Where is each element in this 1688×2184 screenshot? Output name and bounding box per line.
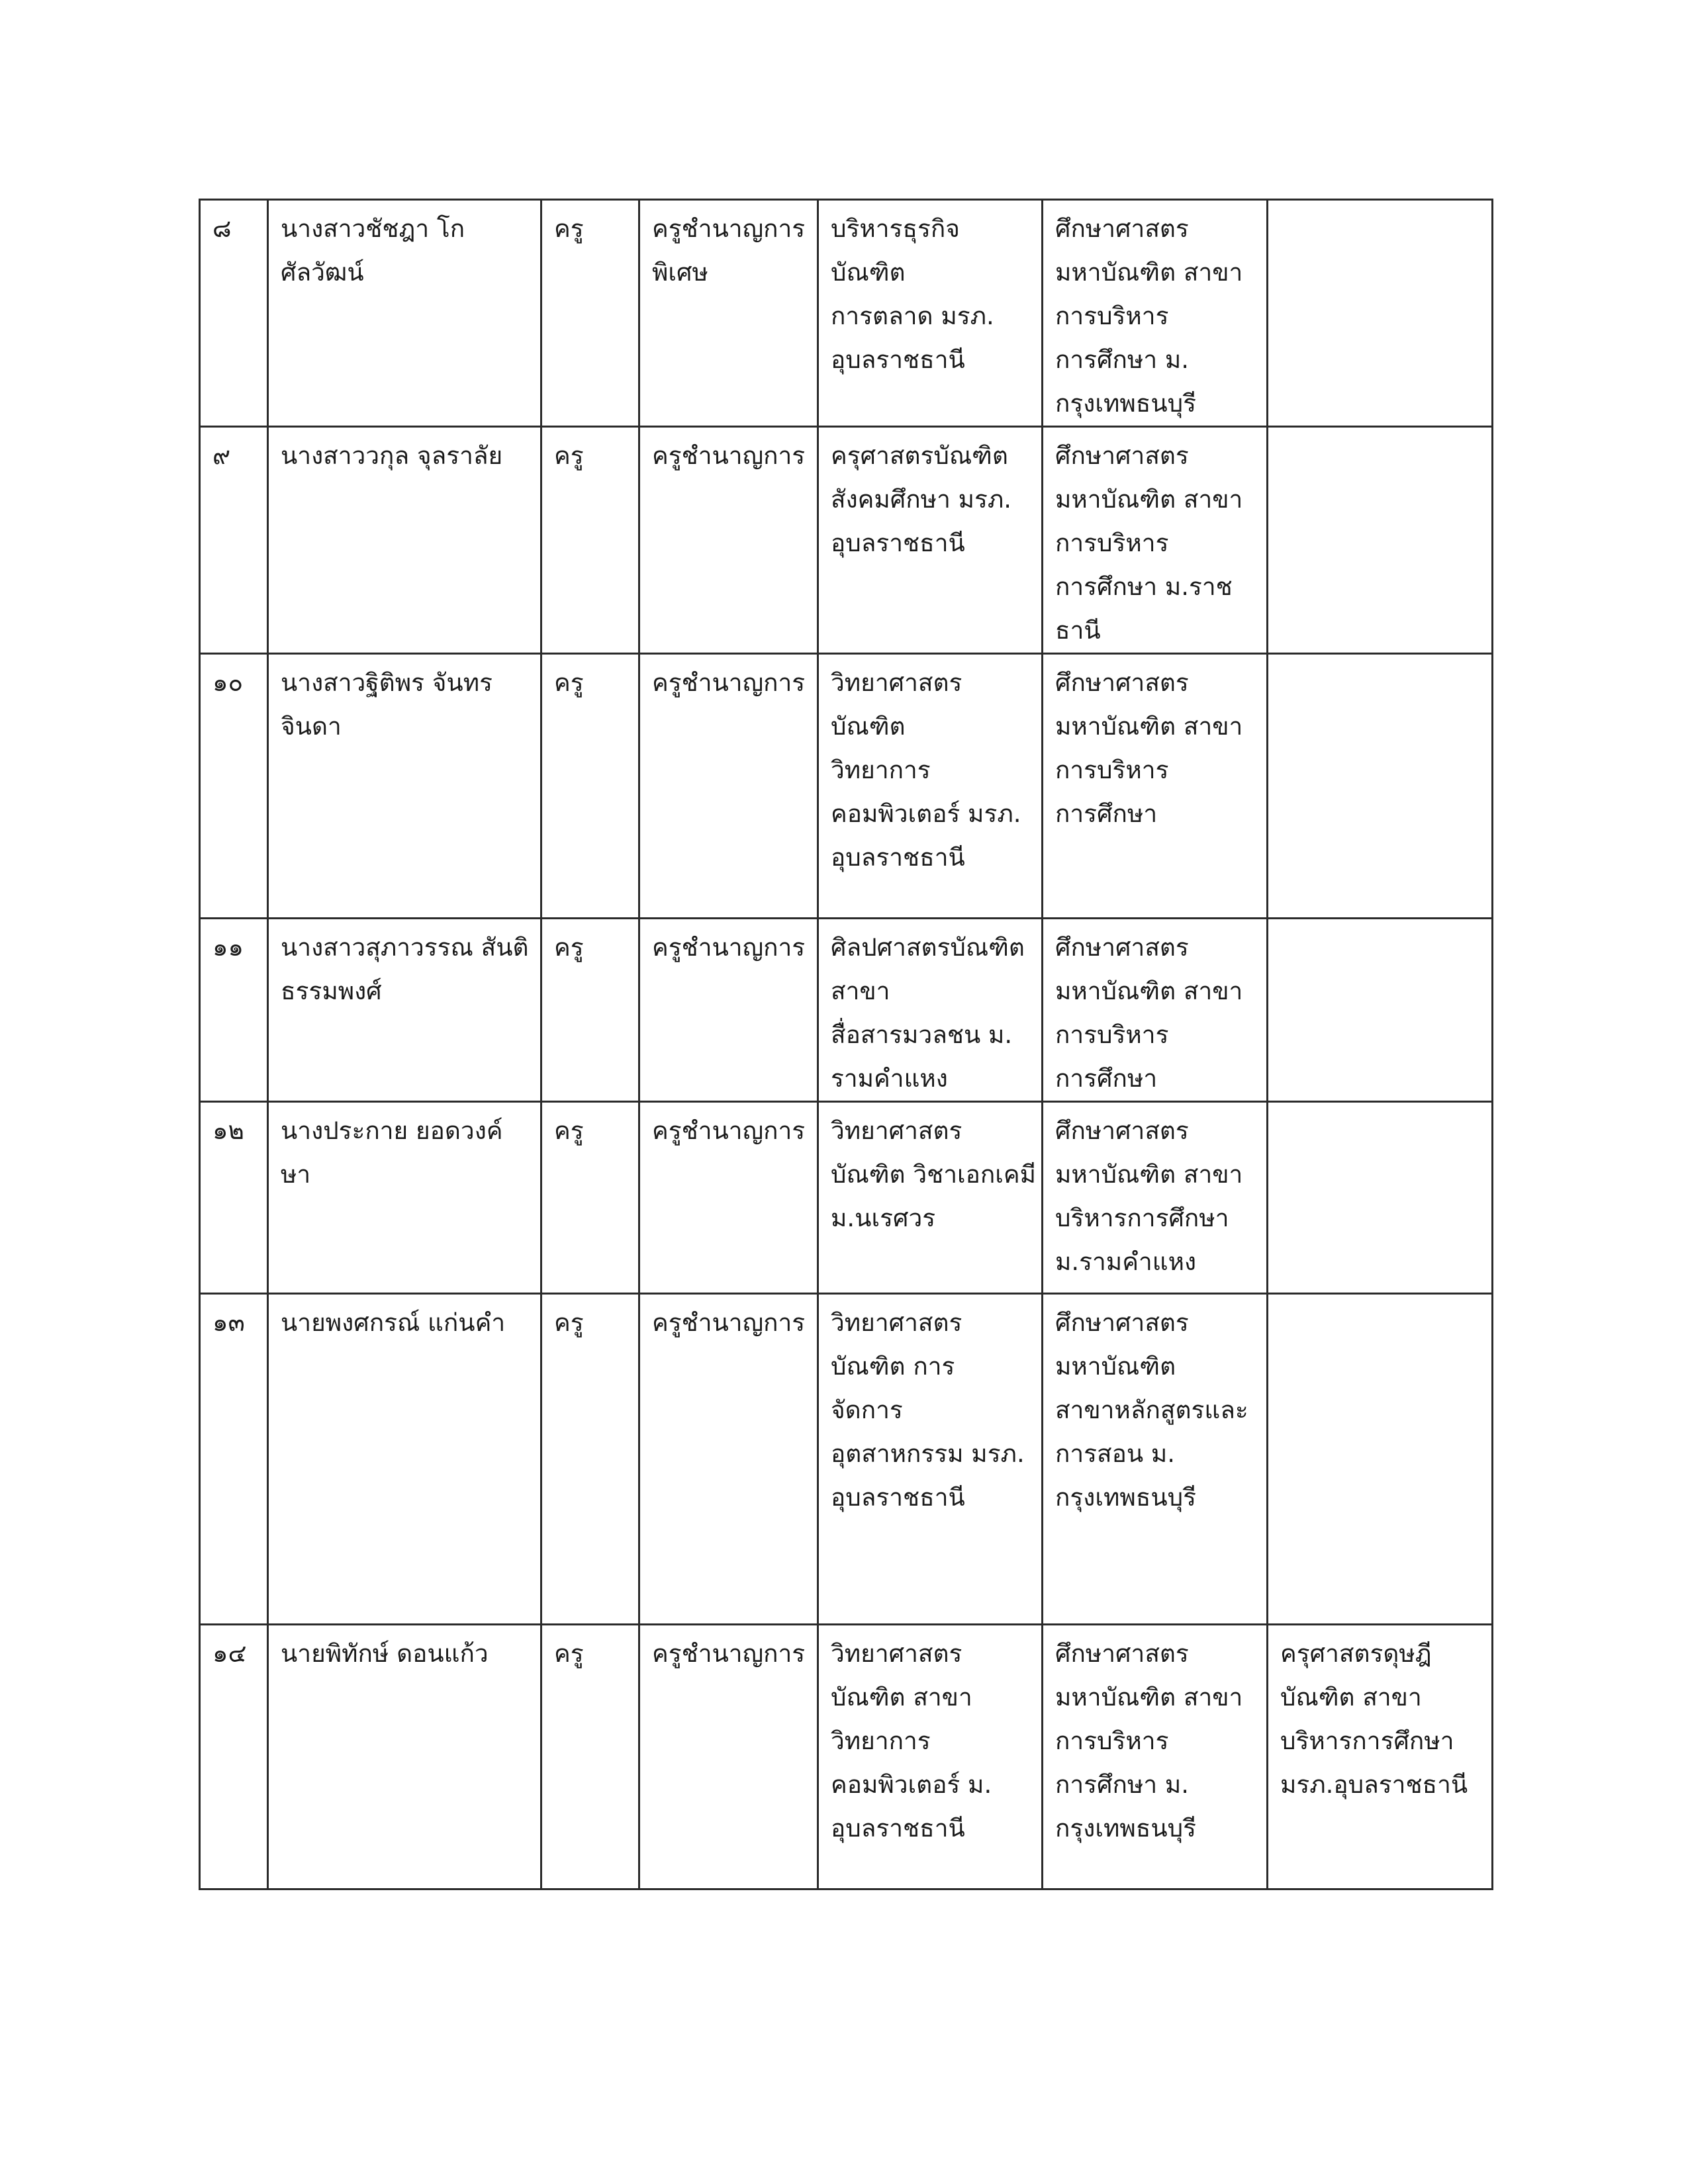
bachelor-degree-cell: [818, 654, 1043, 919]
doctorate-degree-cell: [1268, 200, 1493, 427]
table-row: [200, 919, 1493, 1102]
bachelor-degree-cell: [818, 200, 1043, 427]
cell-line: ธานี: [1055, 616, 1101, 645]
cell-line: บริหารการศึกษา: [1055, 1204, 1229, 1232]
row-number: [200, 654, 268, 919]
table-row: [200, 654, 1493, 919]
name-cell: [268, 1625, 541, 1889]
doctorate-degree-cell: [1268, 1625, 1493, 1889]
cell-line: การศึกษา ม.: [1055, 1770, 1190, 1799]
table-body: [200, 200, 1493, 1889]
table-row: [200, 427, 1493, 654]
cell-line: ครู: [554, 1116, 584, 1145]
bachelor-degree-cell: [818, 919, 1043, 1102]
cell-line: อุบลราชธานี: [831, 1814, 965, 1843]
cell-line: อุตสาหกรรม มรภ.: [831, 1439, 1025, 1468]
name-cell: [268, 1294, 541, 1625]
cell-line: จินดา: [281, 712, 342, 741]
cell-line: ม.รามคำแหง: [1055, 1248, 1197, 1276]
cell-line: ครูชำนาญการ: [652, 1639, 806, 1668]
cell-line: นายพิทักษ์ ดอนแก้ว: [281, 1639, 489, 1668]
cell-line: ครู: [554, 933, 584, 962]
cell-line: นางประกาย ยอดวงค์: [281, 1116, 503, 1145]
cell-line: ครุศาสตรบัณฑิต: [831, 441, 1008, 470]
cell-line: ครูชำนาญการ: [652, 214, 806, 243]
row-number: [200, 427, 268, 654]
table-row: [200, 1625, 1493, 1889]
position-cell: [541, 200, 639, 427]
cell-line: ครู: [554, 1639, 584, 1668]
master-degree-cell: [1043, 200, 1268, 427]
row-number: [200, 1625, 268, 1889]
cell-line: นางสาวชัชฎา โก: [281, 214, 465, 243]
staff-qualification-table: [199, 199, 1493, 1890]
cell-line: ศึกษาศาสตร: [1055, 1308, 1189, 1337]
position-cell: [541, 1294, 639, 1625]
name-cell: [268, 919, 541, 1102]
position-cell: [541, 1102, 639, 1294]
cell-text: ๑๐: [212, 668, 244, 697]
cell-line: อุบลราชธานี: [831, 843, 965, 872]
cell-line: วิทยาศาสตร: [831, 1116, 962, 1145]
master-degree-cell: [1043, 1625, 1268, 1889]
cell-line: นายพงศกรณ์ แก่นคำ: [281, 1308, 506, 1337]
rank-cell: [639, 1294, 818, 1625]
cell-line: อุบลราชธานี: [831, 1483, 965, 1512]
name-cell: [268, 654, 541, 919]
cell-line: ธรรมพงศ์: [281, 977, 382, 1005]
cell-line: มรภ.อุบลราชธานี: [1280, 1770, 1468, 1799]
bachelor-degree-cell: [818, 1102, 1043, 1294]
doctorate-degree-cell: [1268, 427, 1493, 654]
cell-line: ครู: [554, 668, 584, 697]
cell-text: ๑๔: [212, 1639, 247, 1668]
doctorate-degree-cell: [1268, 919, 1493, 1102]
cell-line: มหาบัณฑิต สาขา: [1055, 485, 1243, 514]
cell-line: พิเศษ: [652, 258, 708, 287]
rank-cell: [639, 200, 818, 427]
cell-line: ครู: [554, 214, 584, 243]
table-row: [200, 1294, 1493, 1625]
row-number: [200, 200, 268, 427]
cell-text: ๑๒: [212, 1116, 244, 1145]
position-cell: [541, 427, 639, 654]
cell-line: บริหารการศึกษา: [1280, 1727, 1454, 1755]
cell-line: บัณฑิต: [831, 712, 906, 741]
cell-line: ศึกษาศาสตร: [1055, 1639, 1189, 1668]
cell-line: ครูชำนาญการ: [652, 1308, 806, 1337]
cell-line: ม.นเรศวร: [831, 1204, 936, 1232]
cell-line: มหาบัณฑิต: [1055, 1352, 1176, 1381]
cell-line: ศึกษาศาสตร: [1055, 441, 1189, 470]
master-degree-cell: [1043, 427, 1268, 654]
cell-line: บัณฑิต สาขา: [831, 1683, 972, 1711]
cell-line: การบริหาร: [1055, 529, 1169, 557]
cell-line: ครู: [554, 441, 584, 470]
doctorate-degree-cell: [1268, 654, 1493, 919]
cell-line: รามคำแหง: [831, 1064, 948, 1093]
rank-cell: [639, 1102, 818, 1294]
row-number: [200, 1294, 268, 1625]
cell-line: สังคมศึกษา มรภ.: [831, 485, 1012, 514]
cell-line: สาขา: [831, 977, 890, 1005]
cell-line: สาขาหลักสูตรและ: [1055, 1396, 1248, 1424]
cell-line: บัณฑิต วิชาเอกเคมี: [831, 1160, 1037, 1189]
cell-line: บัณฑิต: [831, 258, 906, 287]
master-degree-cell: [1043, 654, 1268, 919]
cell-line: การศึกษา ม.: [1055, 345, 1190, 374]
row-number: [200, 1102, 268, 1294]
cell-line: จัดการ: [831, 1396, 903, 1424]
cell-text: ๑๑: [212, 933, 244, 962]
cell-line: ครูชำนาญการ: [652, 441, 806, 470]
cell-line: สื่อสารมวลชน ม.: [831, 1021, 1013, 1049]
cell-line: การบริหาร: [1055, 756, 1169, 784]
cell-line: บัณฑิต สาขา: [1280, 1683, 1422, 1711]
cell-line: กรุงเทพธนบุรี: [1055, 1483, 1197, 1512]
doctorate-degree-cell: [1268, 1102, 1493, 1294]
rank-cell: [639, 1625, 818, 1889]
table-row: [200, 1102, 1493, 1294]
cell-line: ศิลปศาสตรบัณฑิต: [831, 933, 1025, 962]
cell-line: วิทยาศาสตร: [831, 668, 962, 697]
cell-line: วิทยาการ: [831, 756, 931, 784]
cell-line: ครูชำนาญการ: [652, 668, 806, 697]
master-degree-cell: [1043, 919, 1268, 1102]
cell-line: การศึกษา ม.ราช: [1055, 572, 1233, 601]
cell-line: นางสาววกุล จุลราลัย: [281, 441, 503, 470]
row-number: [200, 919, 268, 1102]
bachelor-degree-cell: [818, 427, 1043, 654]
cell-line: กรุงเทพธนบุรี: [1055, 1814, 1197, 1843]
cell-line: ครูชำนาญการ: [652, 933, 806, 962]
bachelor-degree-cell: [818, 1625, 1043, 1889]
cell-line: บัณฑิต การ: [831, 1352, 955, 1381]
doctorate-degree-cell: [1268, 1294, 1493, 1625]
cell-line: อุบลราชธานี: [831, 345, 965, 374]
name-cell: [268, 200, 541, 427]
cell-line: คอมพิวเตอร์ มรภ.: [831, 799, 1021, 828]
cell-text: ๑๓: [212, 1308, 245, 1337]
name-cell: [268, 1102, 541, 1294]
cell-line: บริหารธุรกิจ: [831, 214, 960, 243]
cell-line: การศึกษา: [1055, 799, 1158, 828]
cell-line: การศึกษา: [1055, 1064, 1158, 1093]
cell-line: นางสาวฐิติพร จันทร: [281, 668, 492, 697]
position-cell: [541, 1625, 639, 1889]
cell-line: การบริหาร: [1055, 1021, 1169, 1049]
cell-line: ษา: [281, 1160, 311, 1189]
cell-line: กรุงเทพธนบุรี: [1055, 389, 1197, 418]
cell-line: ครุศาสตรดุษฎี: [1280, 1639, 1432, 1668]
bachelor-degree-cell: [818, 1294, 1043, 1625]
cell-line: คอมพิวเตอร์ ม.: [831, 1770, 992, 1799]
rank-cell: [639, 427, 818, 654]
cell-text: ๙: [212, 441, 231, 470]
cell-line: วิทยาศาสตร: [831, 1308, 962, 1337]
cell-line: มหาบัณฑิต สาขา: [1055, 977, 1243, 1005]
cell-line: การบริหาร: [1055, 302, 1169, 330]
cell-line: อุบลราชธานี: [831, 529, 965, 557]
cell-line: ครู: [554, 1308, 584, 1337]
rank-cell: [639, 919, 818, 1102]
cell-line: ศึกษาศาสตร: [1055, 1116, 1189, 1145]
rank-cell: [639, 654, 818, 919]
cell-line: มหาบัณฑิต สาขา: [1055, 1160, 1243, 1189]
cell-line: มหาบัณฑิต สาขา: [1055, 258, 1243, 287]
cell-line: ศึกษาศาสตร: [1055, 933, 1189, 962]
cell-line: ศึกษาศาสตร: [1055, 668, 1189, 697]
name-cell: [268, 427, 541, 654]
cell-line: การสอน ม.: [1055, 1439, 1176, 1468]
cell-line: ศัลวัฒน์: [281, 258, 364, 287]
position-cell: [541, 654, 639, 919]
cell-line: วิทยาการ: [831, 1727, 931, 1755]
table-row: [200, 200, 1493, 427]
master-degree-cell: [1043, 1294, 1268, 1625]
cell-line: มหาบัณฑิต สาขา: [1055, 712, 1243, 741]
position-cell: [541, 919, 639, 1102]
cell-line: ศึกษาศาสตร: [1055, 214, 1189, 243]
cell-line: การบริหาร: [1055, 1727, 1169, 1755]
master-degree-cell: [1043, 1102, 1268, 1294]
cell-line: มหาบัณฑิต สาขา: [1055, 1683, 1243, 1711]
cell-line: วิทยาศาสตร: [831, 1639, 962, 1668]
cell-line: นางสาวสุภาวรรณ สันติ: [281, 933, 529, 962]
cell-line: ครูชำนาญการ: [652, 1116, 806, 1145]
cell-text: ๘: [212, 214, 232, 243]
cell-line: การตลาด มรภ.: [831, 302, 994, 330]
